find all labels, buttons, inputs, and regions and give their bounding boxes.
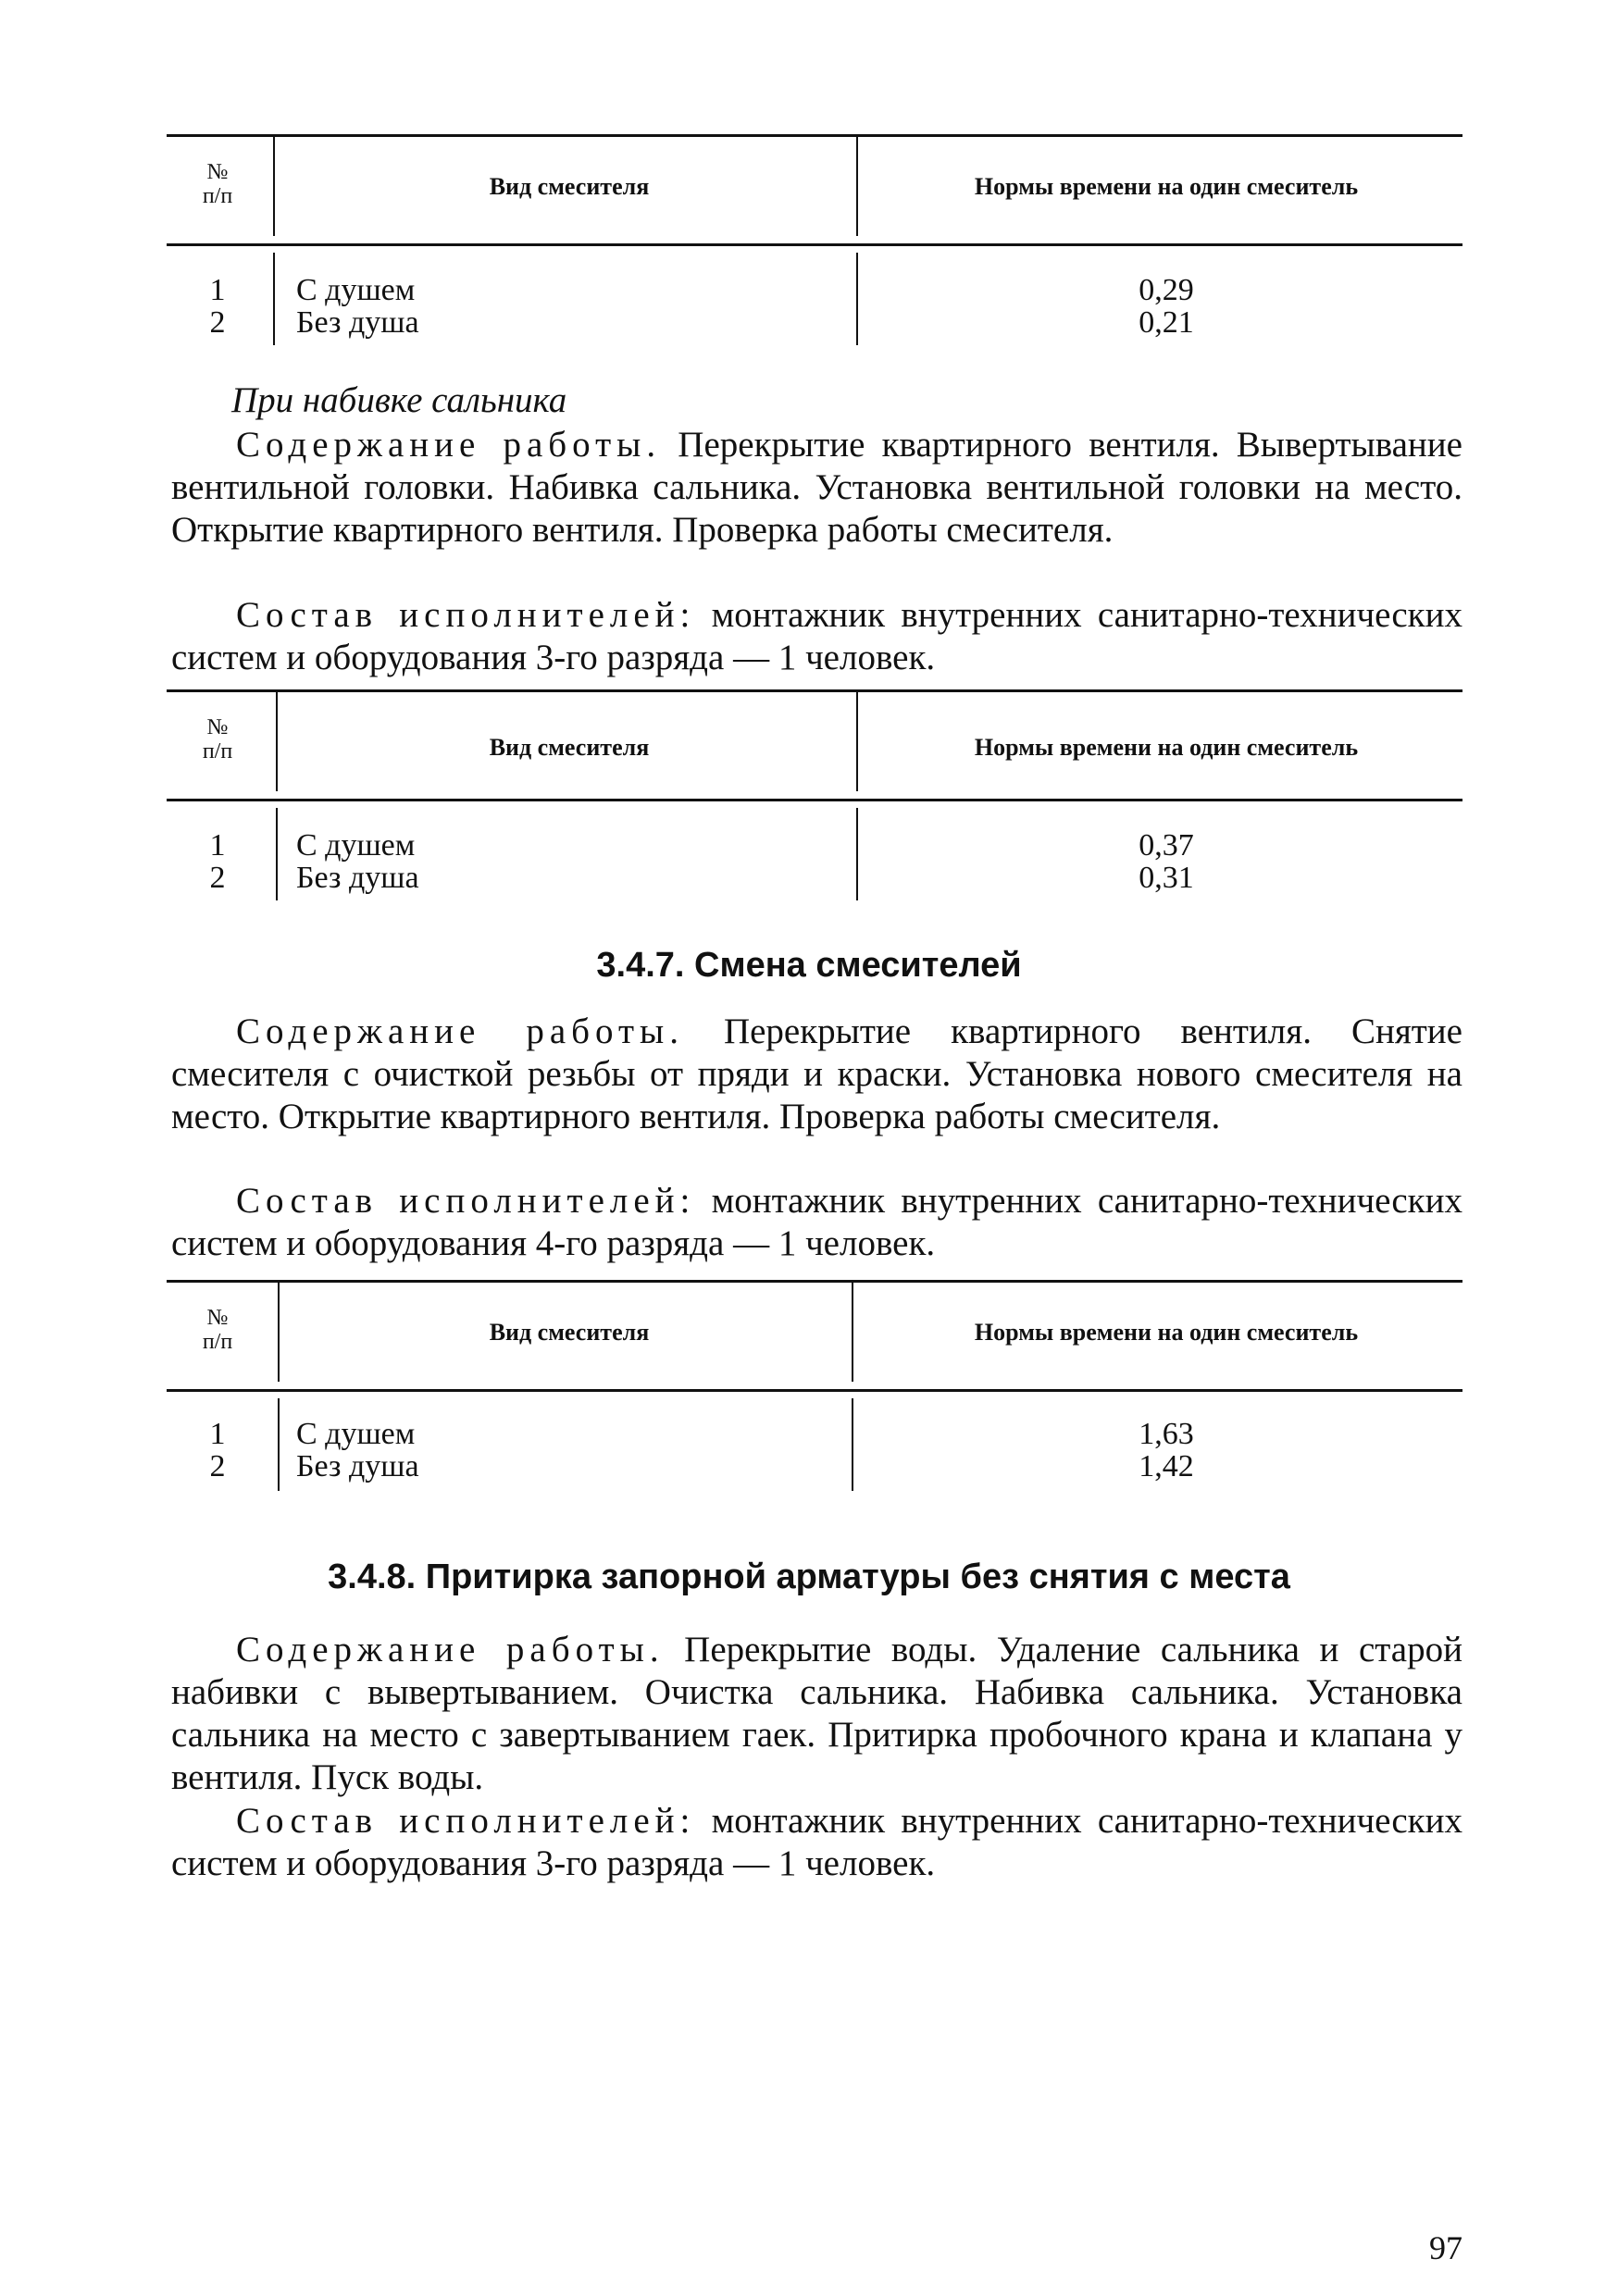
row-number: 2 bbox=[209, 861, 226, 895]
row-number: 2 bbox=[209, 1449, 226, 1483]
header-mixer-type: Вид смесителя bbox=[489, 173, 650, 200]
section-title-3-4-7: 3.4.7. Смена смесителей bbox=[596, 946, 1022, 985]
row-mixer-type: С душем bbox=[296, 273, 416, 307]
work-content-lead: Содержание работы. bbox=[236, 425, 662, 465]
work-content-paragraph bbox=[171, 424, 1462, 552]
work-content-paragraph bbox=[171, 1011, 1462, 1138]
table-divider bbox=[276, 808, 278, 900]
header-number: № п/п bbox=[202, 715, 233, 763]
row-time-norm: 1,42 bbox=[1139, 1449, 1194, 1483]
row-time-norm: 0,37 bbox=[1139, 828, 1194, 863]
norm-table-2 bbox=[167, 689, 1462, 902]
page-number: 97 bbox=[1429, 2229, 1462, 2266]
row-mixer-type: Без душа bbox=[296, 305, 419, 340]
norm-table-1 bbox=[167, 134, 1462, 347]
row-mixer-type: Без душа bbox=[296, 861, 419, 895]
work-content-text: Перекрытие воды. Удаление сальника и старой набивки с вывертыванием. Очистка сальника. Набивка сальника. Установка сальника на место с завертыванием гаек. Притирка пробочного крана и клапана у вентиля. Пуск воды. bbox=[171, 1630, 1462, 1797]
table-divider bbox=[278, 1398, 280, 1491]
subheading-packing: При набивке сальника bbox=[231, 380, 567, 420]
table-divider bbox=[273, 253, 275, 345]
header-number: № п/п bbox=[202, 160, 233, 208]
table-header-rule bbox=[167, 243, 1462, 246]
staff-lead: Состав исполнителей: bbox=[236, 1181, 696, 1221]
staff-lead: Состав исполнителей: bbox=[236, 1801, 696, 1841]
table-top-rule bbox=[167, 1280, 1462, 1283]
work-content-lead: Содержание работы. bbox=[236, 1011, 684, 1051]
row-time-norm: 0,31 bbox=[1139, 861, 1194, 895]
header-time-norm: Нормы времени на один смеситель bbox=[974, 1319, 1359, 1346]
table-header-rule bbox=[167, 799, 1462, 801]
header-time-norm: Нормы времени на один смеситель bbox=[974, 173, 1359, 200]
staff-paragraph bbox=[171, 1800, 1462, 1885]
staff-text: монтажник внутренних санитарно-технических систем и оборудования 3-го разряда — 1 человек. bbox=[171, 1801, 1462, 1883]
header-time-norm: Нормы времени на один смеситель bbox=[974, 734, 1359, 761]
header-number: № п/п bbox=[202, 1306, 233, 1354]
staff-lead: Состав исполнителей: bbox=[236, 595, 696, 635]
row-number: 2 bbox=[209, 305, 226, 340]
header-mixer-type: Вид смесителя bbox=[489, 1319, 650, 1346]
row-time-norm: 0,21 bbox=[1139, 305, 1194, 340]
header-mixer-type: Вид смесителя bbox=[489, 734, 650, 761]
norm-table-3 bbox=[167, 1280, 1462, 1493]
staff-paragraph bbox=[171, 594, 1462, 679]
row-mixer-type: Без душа bbox=[296, 1449, 419, 1483]
table-divider bbox=[852, 1398, 853, 1491]
row-number: 1 bbox=[209, 273, 226, 307]
work-content-paragraph bbox=[171, 1629, 1462, 1799]
work-content-lead: Содержание работы. bbox=[236, 1630, 665, 1669]
section-title-3-4-8: 3.4.8. Притирка запорной арматуры без снятия с места bbox=[328, 1558, 1290, 1596]
staff-paragraph bbox=[171, 1180, 1462, 1265]
staff-text: монтажник внутренних санитарно-технических систем и оборудования 4-го разряда — 1 человек. bbox=[171, 1181, 1462, 1263]
work-content-text: Перекрытие квартирного вентиля. Снятие смесителя с очисткой резьбы от пряди и краски. Установка нового смесителя на место. Открытие квартирного вентиля. Проверка работы смесителя. bbox=[171, 1011, 1462, 1136]
table-top-rule bbox=[167, 134, 1462, 137]
row-number: 1 bbox=[209, 1417, 226, 1451]
table-divider bbox=[273, 134, 275, 236]
table-divider bbox=[856, 253, 858, 345]
row-time-norm: 0,29 bbox=[1139, 273, 1194, 307]
row-mixer-type: С душем bbox=[296, 828, 416, 863]
row-mixer-type: С душем bbox=[296, 1417, 416, 1451]
row-time-norm: 1,63 bbox=[1139, 1417, 1194, 1451]
table-divider bbox=[856, 808, 858, 900]
row-number: 1 bbox=[209, 828, 226, 863]
work-content-text: Перекрытие квартирного вентиля. Вывертывание вентильной головки. Набивка сальника. Установка вентильной головки на место. Открытие квартирного вентиля. Проверка работы смесителя. bbox=[171, 425, 1462, 550]
table-top-rule bbox=[167, 689, 1462, 692]
staff-text: монтажник внутренних санитарно-технических систем и оборудования 3-го разряда — 1 человек. bbox=[171, 595, 1462, 677]
table-header-rule bbox=[167, 1389, 1462, 1392]
